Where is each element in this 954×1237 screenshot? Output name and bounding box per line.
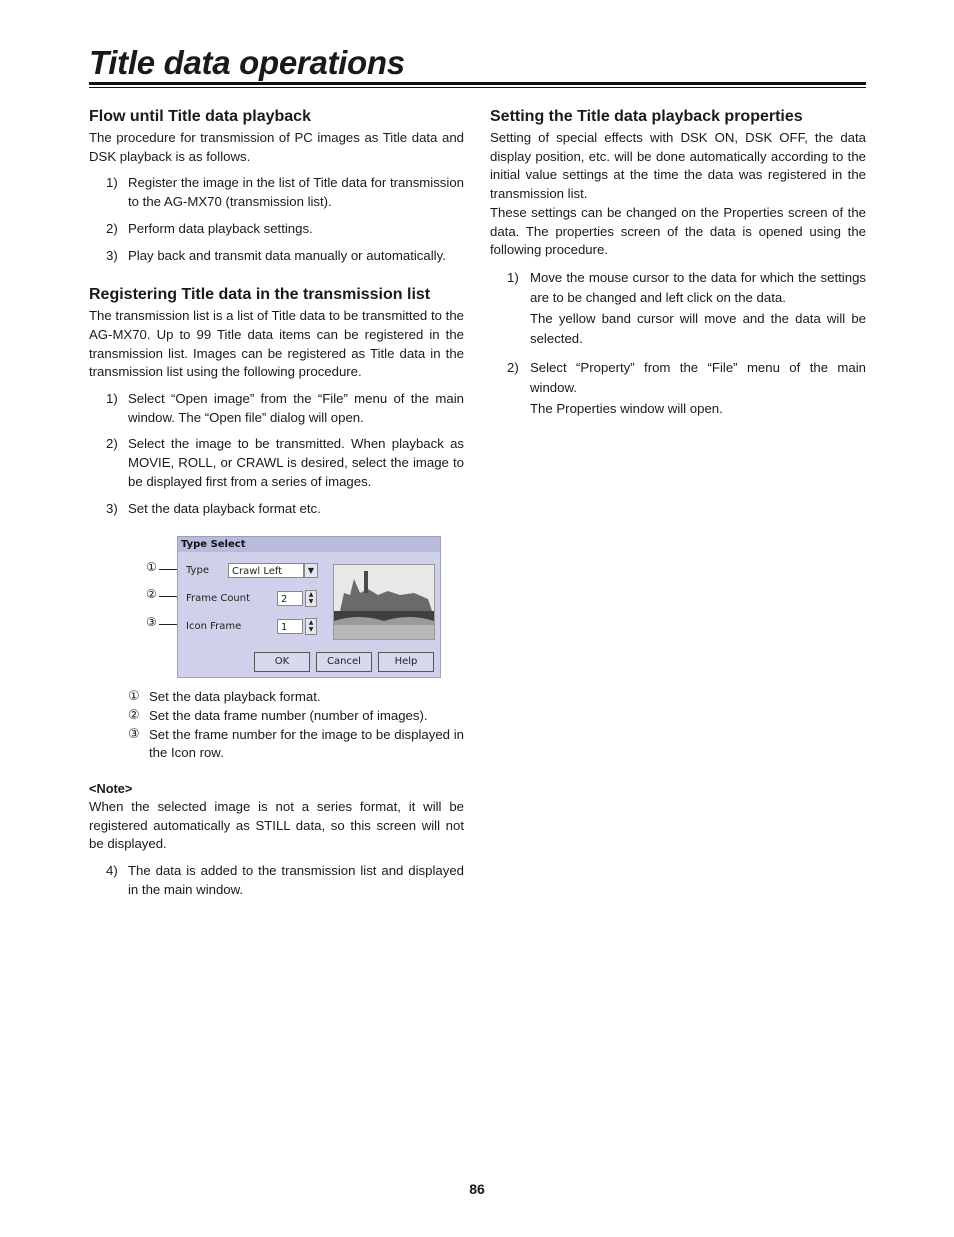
icon-frame-stepper[interactable]: ▲ ▼: [305, 618, 317, 635]
preview-image: [333, 564, 435, 640]
note-text: When the selected image is not a series format, it will be registered automatically as STILL data, so this screen will not be displayed.: [89, 799, 464, 852]
preview-image-graphic: [334, 565, 434, 639]
help-button[interactable]: Help: [378, 652, 434, 672]
frame-count-stepper[interactable]: ▲ ▼: [305, 590, 317, 607]
type-select-dialog: [177, 536, 441, 678]
callout-3: ③: [146, 615, 157, 630]
legend-item: ③ Set the frame number for the image to be displayed in the Icon row.: [128, 726, 464, 761]
chevron-down-icon[interactable]: ▼: [304, 563, 318, 578]
list-item: 2) Select the image to be transmitted. When playback as MOVIE, ROLL, or CRAWL is desired, select the image to be displayed first from a series of images.: [106, 436, 464, 489]
list-item: 2) Select “Property” from the “File” menu of the main window. The Properties window will open.: [490, 358, 866, 420]
section-heading-registering: Registering Title data in the transmission list: [89, 286, 431, 304]
properties-steps: [490, 268, 866, 420]
callout-2: ②: [146, 587, 157, 602]
section-heading-properties: Setting the Title data playback properties: [490, 108, 803, 125]
registering-steps: [89, 390, 464, 518]
list-item: 1) Select “Open image” from the “File” menu of the main window. The “Open file” dialog will open.: [106, 391, 464, 425]
properties-paragraph-1: Setting of special effects with DSK ON, DSK OFF, the data display position, etc. will be done automatically according to the initial value settings at the time the data was registered in the transmission list.: [490, 130, 866, 202]
properties-paragraph-2: These settings can be changed on the Properties screen of the data. The properties screen of the data is opened using the following procedure.: [490, 204, 866, 258]
list-item: 3) Play back and transmit data manually or automatically.: [106, 247, 446, 263]
step-result: The yellow band cursor will move and the data will be selected.: [530, 310, 866, 347]
section-heading-flow: Flow until Title data playback: [89, 108, 311, 125]
registering-steps-continued: [89, 862, 464, 899]
step-result: The Properties window will open.: [530, 400, 723, 416]
right-column: [490, 107, 866, 427]
icon-frame-input[interactable]: 1: [277, 619, 303, 634]
dialog-title: Type Select: [178, 537, 440, 552]
flow-steps: [89, 174, 464, 265]
legend-item: ① Set the data playback format.: [128, 689, 321, 705]
list-item: 1) Register the image in the list of Title data for transmission to the AG-MX70 (transmission list).: [106, 175, 464, 210]
type-label: Type: [186, 565, 209, 577]
type-select-figure: [89, 532, 464, 682]
figure-legend: [89, 688, 464, 763]
legend-item: ② Set the data frame number (number of images).: [128, 707, 428, 723]
list-item: 3) Set the data playback format etc.: [106, 500, 321, 516]
page-title: Title data operations: [89, 44, 405, 81]
left-column: [89, 107, 464, 908]
registering-intro: The transmission list is a list of Title data to be transmitted to the AG-MX70. Up to 99 Title data items can be registered in the transmission list. Images can be registered as Title data in the transmission list using the following procedure.: [89, 308, 464, 380]
note-heading: <Note>: [89, 781, 133, 797]
frame-count-input[interactable]: 2: [277, 591, 303, 606]
callout-1: ①: [146, 560, 157, 575]
cancel-button[interactable]: Cancel: [316, 652, 372, 672]
icon-frame-label: Icon Frame: [186, 621, 242, 633]
title-rule-thin: [89, 87, 866, 88]
type-select[interactable]: Crawl Left: [228, 563, 304, 578]
flow-intro: The procedure for transmission of PC images as Title data and DSK playback is as follows.: [89, 130, 464, 164]
title-rule-thick: [89, 82, 866, 85]
ok-button[interactable]: OK: [254, 652, 310, 672]
list-item: 1) Move the mouse cursor to the data for which the settings are to be changed and left click on the data. The yellow band cursor will move and the data will be selected.: [490, 268, 866, 350]
frame-count-label: Frame Count: [186, 593, 251, 605]
list-item: 4) The data is added to the transmission list and displayed in the main window.: [106, 863, 464, 897]
page-number: 86: [469, 1181, 485, 1197]
list-item: 2) Perform data playback settings.: [106, 220, 313, 236]
